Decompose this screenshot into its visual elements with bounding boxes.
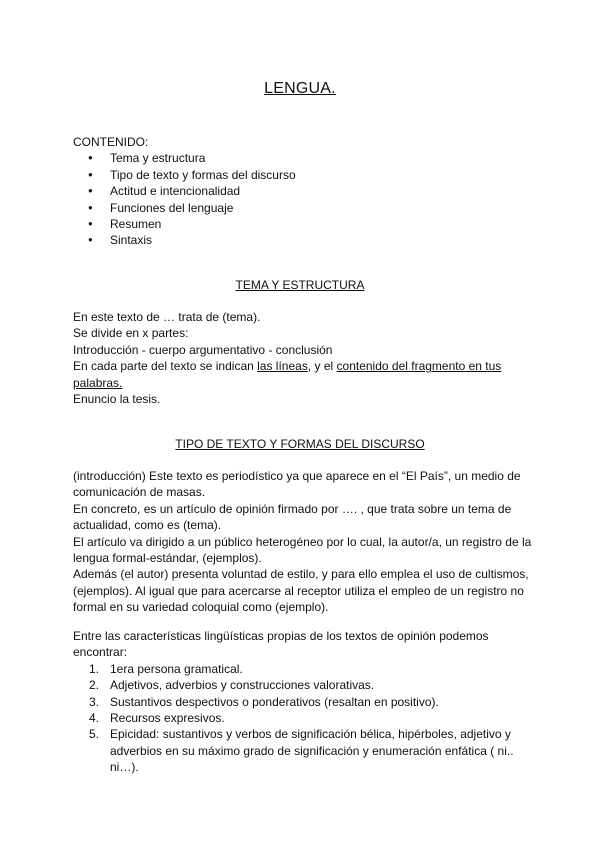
list-item: ● Resumen [73,216,533,232]
tipo-heading: TIPO DE TEXTO Y FORMAS DEL DISCURSO [175,437,425,451]
tema-heading: TEMA Y ESTRUCTURA [235,278,365,292]
list-text: 1era persona gramatical. [110,661,243,676]
list-item: ● Actitud e intencionalidad [73,183,533,199]
features-section [73,628,533,776]
list-item: ● Funciones del lenguaje [73,200,533,216]
tema-line: Enuncio la tesis. [73,392,161,407]
features-intro: Entre las características lingüísticas propias de los textos de opinión podemos encontrar: [73,629,489,660]
features-list [73,661,533,776]
list-number: 2. [89,678,100,693]
list-number: 3. [89,694,100,709]
list-number: 5. [89,727,100,742]
tema-text: En cada parte del texto se indican [73,359,258,374]
tema-text: , y el [307,359,337,374]
tema-line: Introducción - cuerpo argumentativo - conclusión [73,342,333,357]
list-number: 1. [89,661,100,676]
list-item: ● Tipo de texto y formas del discurso [73,167,533,183]
contents-heading: CONTENIDO: [73,135,149,149]
list-text: Recursos expresivos. [110,711,225,726]
tema-line [73,358,533,391]
tipo-paragraph: En concreto, es un artículo de opinión firmado por …. , que trata sobre un tema de actualidad, como es (tema). [73,501,512,533]
tipo-paragraph: El artículo va dirigido a un público heterogéneo por lo cual, la autor/a, un registro de la lengua formal-estándar, (ejemplos). [73,534,532,566]
list-item [73,710,533,726]
tema-line: En este texto de … trata de (tema). [73,310,261,324]
tipo-paragraph: (introducción) Este texto es periodístico ya que aparece en el “El País”, un medio de comunicación de masas. [73,469,521,500]
list-item: ● Tema y estructura [73,150,533,166]
tipo-paragraph: Además (el autor) presenta voluntad de estilo, y para ello emplea el uso de cultismos, (ejemplos). Al igual que para acercarse al receptor utiliza el empleo de un registro no formal en su variedad coloquial como (ejemplo). [73,567,529,615]
tema-section [73,309,533,407]
tema-line: Se divide en x partes: [73,326,189,341]
list-number: 4. [89,711,100,726]
list-item [73,677,533,693]
contents-list [73,150,533,248]
list-text: Adjetivos, adverbios y construcciones valorativas. [110,678,375,693]
underlined-text: contenido del fragmento en tus palabras. [73,359,502,390]
tipo-section [73,468,533,616]
list-item: ● Sintaxis [73,232,533,248]
underlined-text: las líneas [257,359,308,374]
list-item [73,694,533,710]
list-text: Epicidad: sustantivos y verbos de significación bélica, hipérboles, adjetivo y adverbios en su máximo grado de significación y enumeración enfática ( ni.. ni…). [110,727,514,775]
list-text: Sustantivos despectivos o ponderativos (resaltan en positivo). [110,694,439,709]
document-title: LENGUA. [264,80,336,97]
contents-section [73,134,533,249]
list-item [73,661,533,677]
list-item [73,726,533,775]
